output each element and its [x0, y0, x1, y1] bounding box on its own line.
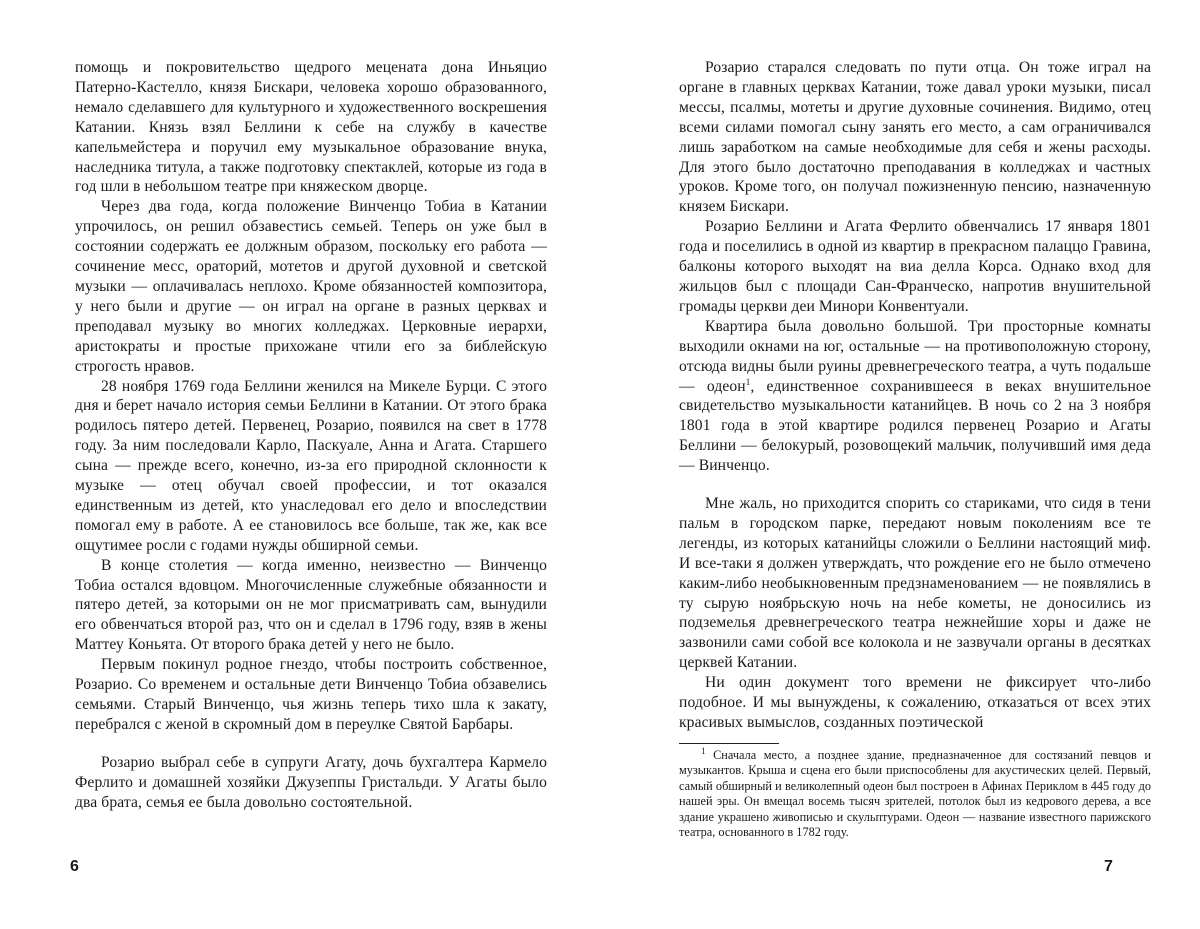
right-paragraph-3-end: , единственное сохранившееся в веках внушительное свидетельство музыкальности катанийцев. В ночь со 2 на 3 ноября 1801 года в этой квартире родился первенец Розарио и Агаты Беллини — белокурый, розовощекий мальчик, получивший имя деда — Винченцо.: [679, 378, 1151, 475]
left-paragraph-4: В конце столетия — когда именно, неизвестно — Винченцо Тобиа остался вдовцом. Многочисленные служебные обязанности и пятеро детей, за которыми он не мог присматривать сам, вынудили его обвенчаться второй раз, что он и сделал в 1796 году, взяв в жены Маттеу Коньята. От второго брака детей у него не было.: [75, 556, 547, 656]
left-paragraph-2: Через два года, когда положение Винченцо Тобиа в Катании упрочилось, он решил обзавестись семьей. Теперь он уже был в состоянии содержать ее должным образом, поскольку его работа — сочинение месс, ораторий, мотетов и другой духовной и светской музыки — оплачивалась неплохо. Кроме обязанностей композитора, у него были и другие — он играл на органе в разных церквах и преподавал музыку во многих колледжах. Церковные иерархи, аристократы и простые прихожане чтили его за библейскую строгость нравов.: [75, 197, 547, 376]
footnote-reference: 1: [746, 376, 751, 386]
right-paragraph-3-start: Квартира была довольно большой. Три просторные комнаты выходили окнами на юг, остальные — на противоположную сторону, отсюда видны были руины древнегреческого театра, а чуть подальше — одеон: [679, 318, 1151, 395]
page-number-left: 6: [70, 858, 79, 876]
right-paragraph-1: Розарио старался следовать по пути отца. Он тоже играл на органе в главных церквах Катании, тоже давал уроки музыки, писал мессы, псалмы, мотеты и другие духовные сочинения. Видимо, отец всеми силами помогал сыну занять его место, а сам ограничивался лишь заработком на самые необходимые для себя и жены расходы. Для этого было достаточно преподавания в колледжах и частных уроков. Кроме того, он получал пожизненную пенсию, назначенную князем Бискари.: [679, 58, 1151, 217]
section-gap: [679, 476, 1151, 494]
footnote-marker: 1: [701, 746, 706, 756]
left-paragraph-1: помощь и покровительство щедрого мецената дона Иньяцио Патерно-Кастелло, князя Бискари, человека хорошо образованного, немало сделавшего для культурного и художественного воскрешения Катании. Князь взял Беллини к себе на службу в качестве капельмейстера и поручил ему музыкальное образование внука, наследника титула, а также подготовку спектаклей, которые из года в год шли в небольшом театре при княжеском дворце.: [75, 58, 547, 197]
left-paragraph-6: Розарио выбрал себе в супруги Агату, дочь бухгалтера Кармело Ферлито и домашней хозяйки Джузеппы Гристальди. У Агаты было два брата, семья ее была довольно состоятельной.: [75, 753, 547, 813]
left-page: [75, 58, 547, 813]
section-gap: [75, 735, 547, 753]
right-paragraph-5: Ни один документ того времени не фиксирует что-либо подобное. И мы вынуждены, к сожалению, отказаться от всех этих красивых вымыслов, созданных поэтической: [679, 673, 1151, 733]
footnote: [679, 748, 1151, 840]
right-paragraph-2: Розарио Беллини и Агата Ферлито обвенчались 17 января 1801 года и поселились в одной из квартир в прекрасном палаццо Гравина, балконы которого выходят на виа делла Корса. Однако вход для жильцов был с площади Сан-Франческо, напротив внушительной громады церкви деи Минори Конвентуали.: [679, 217, 1151, 317]
right-paragraph-4: Мне жаль, но приходится спорить со стариками, что сидя в тени пальм в городском парке, передают новым поколениям все те легенды, из которых катанийцы сложили о Беллини настоящий миф. И все-таки я должен утверждать, что рождение его не было отмечено каким-либо необыкновенным предзнаменованием — не появлялись в ту сырую ноябрьскую ночь на небе кометы, не доносились из подземелья древнегреческого театра нежнейшие хоры и даже не зазвонили сами собой все колокола и не зазвучали органы в десятках церквей Катании.: [679, 494, 1151, 673]
right-paragraph-3: [679, 317, 1151, 476]
footnote-text: Сначала место, а позднее здание, предназначенное для состязаний певцов и музыкантов. Крыша и сцена его были приспособлены для акустических целей. Первый, самый обширный и великолепный одеон был построен в Афинах Периклом в 445 году до нашей эры. Он вмещал восемь тысяч зрителей, потолок был из кедрового дерева, а все здание украшено живописью и скульптурами. Одеон — название известного парижского театра, основанного в 1782 году.: [679, 748, 1151, 839]
left-paragraph-5: Первым покинул родное гнездо, чтобы построить собственное, Розарио. Со временем и остальные дети Винченцо Тобиа обзавелись семьями. Старый Винченцо, чья жизнь теперь тихо шла к закату, перебрался с женой в скромный дом в переулке Святой Барбары.: [75, 655, 547, 735]
page-number-right: 7: [1104, 858, 1113, 876]
left-paragraph-3: 28 ноября 1769 года Беллини женился на Микеле Бурци. С этого дня и берет начало история семьи Беллини в Катании. От этого брака родилось пятеро детей. Первенец, Розарио, появился на свет в 1778 году. За ним последовали Карло, Паскуале, Анна и Агата. Старшего сына — прежде всего, конечно, из-за его природной склонности к музыке — отец обучал своей профессии, и тот оказался единственным из детей, кто унаследовал его дело и впоследствии помогал ему в работе. А ее становилось все больше, так же, как все ощутимее росли с годами нужды обширной семьи.: [75, 377, 547, 556]
footnote-divider: [679, 743, 779, 744]
right-page: [679, 58, 1151, 840]
